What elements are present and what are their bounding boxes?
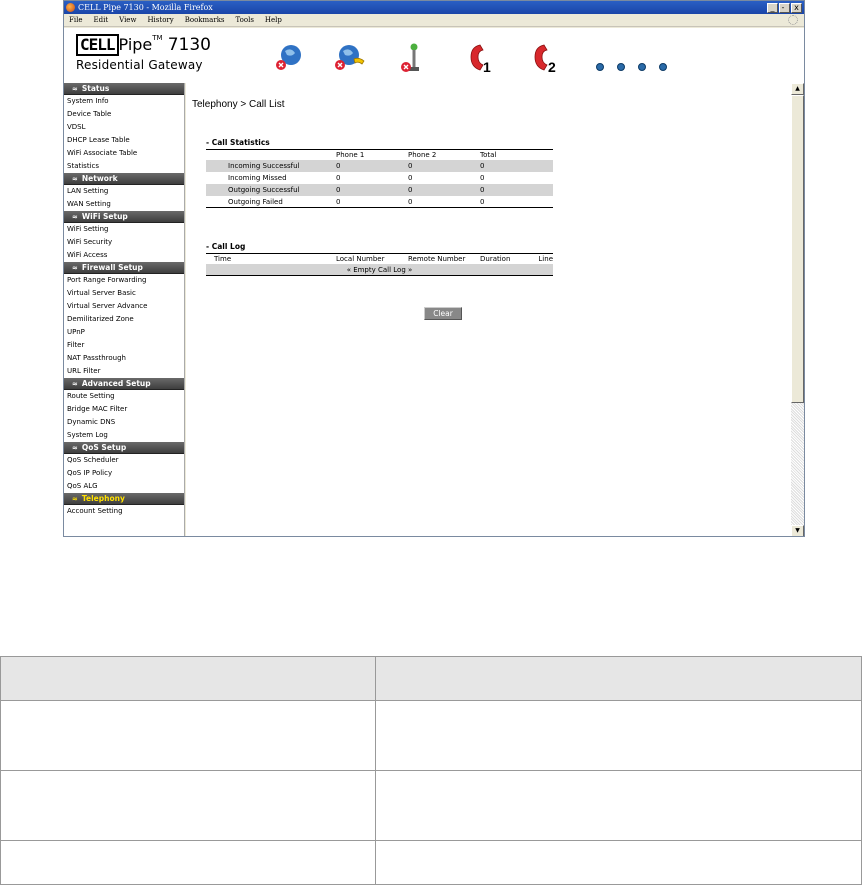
globe-status-icon (274, 43, 304, 73)
menu-view[interactable]: View (119, 16, 137, 24)
log-header: Line (538, 255, 553, 263)
globe-phone-status-icon (334, 43, 368, 73)
chevron-up-icon: ≈ (72, 443, 78, 452)
log-header: Time (214, 255, 232, 263)
sidebar-section-telephony[interactable] (64, 493, 184, 505)
sidebar-item-nat-passthrough[interactable]: NAT Passthrough (67, 354, 126, 362)
call-statistics-caption: - Call Statistics (206, 138, 270, 147)
chevron-up-icon: ≈ (72, 212, 78, 221)
sidebar-item-wifi-setting[interactable]: WiFi Setting (67, 225, 109, 233)
sidebar-item-wifi-access[interactable]: WiFi Access (67, 251, 108, 259)
sidebar-section-firewall-setup[interactable] (64, 262, 184, 274)
sidebar-item-system-info[interactable]: System Info (67, 97, 109, 105)
sidebar-item-upnp[interactable]: UPnP (67, 328, 85, 336)
sidebar-section-title: Telephony (81, 494, 125, 503)
scroll-track[interactable] (791, 403, 804, 525)
stats-row (206, 184, 553, 196)
window-controls (767, 3, 804, 13)
sidebar-item-lan-setting[interactable]: LAN Setting (67, 187, 109, 195)
sidebar-item-wifi-associate-table[interactable]: WiFi Associate Table (67, 149, 138, 157)
close-button[interactable]: x (791, 3, 802, 13)
stats-value: 0 (336, 162, 341, 170)
doc-table-row (1, 701, 862, 771)
stats-value: 0 (336, 197, 341, 206)
stats-row-label: Incoming Missed (228, 174, 287, 182)
sidebar-item-virtual-server-advance[interactable]: Virtual Server Advance (67, 302, 148, 310)
doc-table-cell (1, 657, 376, 701)
sidebar-item-statistics[interactable]: Statistics (67, 162, 99, 170)
doc-table-cell (376, 841, 862, 885)
stats-header: Phone 1 (336, 151, 365, 159)
phone2-label: 2 (548, 59, 556, 75)
sidebar-section-advanced-setup[interactable] (64, 378, 184, 390)
sidebar-item-wan-setting[interactable]: WAN Setting (67, 200, 111, 208)
logo-cell: CELL (76, 34, 119, 56)
sidebar-item-virtual-server-basic[interactable]: Virtual Server Basic (67, 289, 136, 297)
chevron-up-icon: ≈ (72, 84, 78, 93)
sidebar-item-qos-ip-policy[interactable]: QoS IP Policy (67, 469, 113, 477)
logo-model: 7130 (167, 35, 211, 55)
vertical-scrollbar[interactable] (791, 83, 804, 537)
chevron-up-icon: ≈ (72, 494, 78, 503)
title-bar (64, 1, 804, 14)
sidebar-section-title: WiFi Setup (81, 212, 128, 221)
sidebar-item-port-range-forwarding[interactable]: Port Range Forwarding (67, 276, 147, 284)
stats-header: Phone 2 (408, 151, 437, 159)
content-area (186, 83, 791, 537)
stats-value: 0 (408, 197, 413, 206)
empty-log-row (206, 264, 553, 276)
sidebar-section-title: Status (81, 84, 110, 93)
sidebar-section-network[interactable] (64, 173, 184, 185)
led-indicators (594, 61, 674, 73)
sidebar-section-status[interactable] (64, 83, 184, 95)
doc-table-cell (1, 771, 376, 841)
chevron-up-icon: ≈ (72, 263, 78, 272)
menu-history[interactable]: History (147, 16, 174, 24)
sidebar-item-system-log[interactable]: System Log (67, 431, 108, 439)
menu-tools[interactable]: Tools (235, 16, 254, 24)
stats-value: 0 (480, 186, 485, 194)
sidebar-item-dynamic-dns[interactable]: Dynamic DNS (67, 418, 116, 426)
stats-row (206, 196, 553, 208)
sidebar-item-wifi-security[interactable]: WiFi Security (67, 238, 113, 246)
menu-bookmarks[interactable]: Bookmarks (184, 16, 225, 24)
menu-edit[interactable]: Edit (93, 16, 109, 24)
stats-value: 0 (408, 162, 413, 170)
sidebar-item-account-setting[interactable]: Account Setting (67, 507, 123, 515)
menu-file[interactable]: File (69, 16, 83, 24)
minimize-button[interactable]: _ (767, 3, 778, 13)
call-log-caption: - Call Log (206, 242, 246, 251)
scroll-down-button[interactable]: ▼ (791, 525, 804, 537)
stats-value: 0 (408, 174, 413, 182)
doc-table-cell (376, 771, 862, 841)
stats-header-row (206, 149, 553, 160)
chevron-up-icon: ≈ (72, 174, 78, 183)
page-title: Telephony > Call List (192, 99, 285, 110)
sidebar-item-filter[interactable]: Filter (67, 341, 85, 349)
doc-table-row (1, 841, 862, 885)
log-header: Duration (480, 255, 511, 263)
stats-value: 0 (336, 186, 341, 194)
throbber-icon (788, 15, 798, 25)
doc-table-cell (376, 701, 862, 771)
sidebar-item-route-setting[interactable]: Route Setting (67, 392, 115, 400)
banner (64, 28, 804, 83)
sidebar-section-title: Firewall Setup (81, 263, 143, 272)
sidebar-item-device-table[interactable]: Device Table (67, 110, 112, 118)
doc-table-cell (1, 841, 376, 885)
empty-log-text: « Empty Call Log » (346, 265, 413, 274)
sidebar-item-qos-scheduler[interactable]: QoS Scheduler (67, 456, 119, 464)
scroll-up-button[interactable]: ▲ (791, 83, 804, 95)
sidebar-item-qos-alg[interactable]: QoS ALG (67, 482, 98, 490)
doc-table-cell (376, 657, 862, 701)
phone1-label: 1 (483, 59, 491, 75)
stats-header: Total (480, 151, 497, 159)
sidebar-section-qos-setup[interactable] (64, 442, 184, 454)
window-title: CELL Pipe 7130 - Mozilla Firefox (78, 3, 213, 12)
stats-value: 0 (408, 186, 413, 194)
stats-row-label: Incoming Successful (228, 162, 300, 170)
sidebar-item-url-filter[interactable]: URL Filter (67, 367, 101, 375)
sidebar-nav (64, 83, 185, 537)
logo-tm: TM (152, 34, 163, 42)
logo-pipe: Pipe (118, 35, 153, 54)
call-statistics-table (206, 138, 553, 208)
sidebar-item-demilitarized-zone[interactable]: Demilitarized Zone (67, 315, 134, 323)
sidebar-item-vdsl[interactable]: VDSL (67, 123, 86, 131)
doc-table-row (1, 771, 862, 841)
document-table (0, 656, 862, 885)
log-header: Remote Number (408, 255, 466, 263)
scroll-thumb[interactable] (791, 95, 804, 403)
stats-row-label: Outgoing Successful (228, 186, 300, 194)
stats-row (206, 160, 553, 172)
call-log-table (206, 242, 553, 276)
stats-row-label: Outgoing Failed (228, 197, 283, 206)
doc-table-cell (1, 701, 376, 771)
clear-button[interactable]: Clear (424, 307, 462, 320)
antenna-status-icon (400, 43, 424, 75)
sidebar-section-wifi-setup[interactable] (64, 211, 184, 223)
stats-value: 0 (480, 174, 485, 182)
sidebar-section-title: QoS Setup (81, 443, 127, 452)
logo-subtitle: Residential Gateway (76, 58, 203, 72)
sidebar-item-dhcp-lease-table[interactable]: DHCP Lease Table (67, 136, 130, 144)
stats-value: 0 (480, 162, 485, 170)
stats-value: 0 (336, 174, 341, 182)
sidebar-section-title: Network (81, 174, 118, 183)
sidebar-section-title: Advanced Setup (81, 379, 151, 388)
logo (76, 34, 211, 72)
sidebar-item-bridge-mac-filter[interactable]: Bridge MAC Filter (67, 405, 128, 413)
doc-table-header-row (1, 657, 862, 701)
log-header: Local Number (336, 255, 385, 263)
firefox-icon (66, 3, 75, 12)
menu-help[interactable]: Help (264, 16, 282, 24)
browser-window (63, 0, 805, 537)
menu-bar (64, 14, 804, 27)
stats-value: 0 (480, 197, 485, 206)
chevron-up-icon: ≈ (72, 379, 78, 388)
stats-row (206, 172, 553, 184)
restore-button[interactable] (779, 3, 790, 13)
log-header-row (206, 253, 553, 264)
